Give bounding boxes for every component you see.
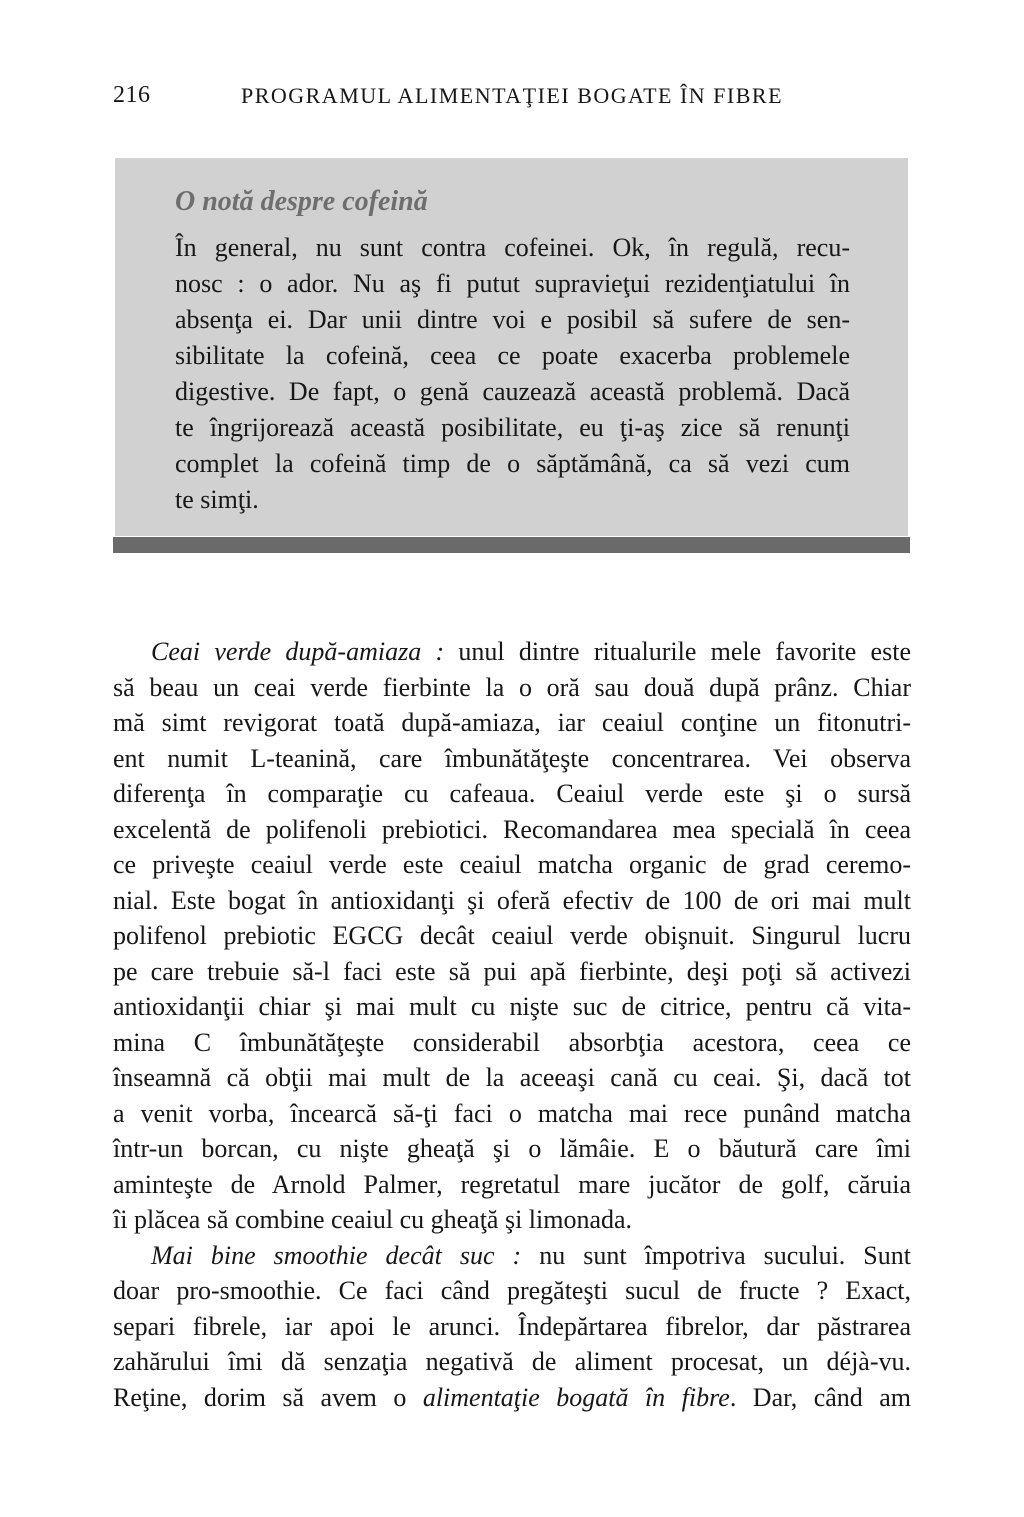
text-segment: nial. Este bogat în antioxidanţi şi oferă efectiv de 100 de ori mai mult bbox=[113, 885, 911, 915]
text-segment: te îngrijorează această posibilitate, eu ţi-aş zice să renunţi bbox=[175, 413, 850, 442]
text-segment: digestive. De fapt, o genă cauzează această problemă. Dacă bbox=[175, 377, 850, 406]
text-segment: În general, nu sunt contra cofeinei. Ok, în regulă, recu- bbox=[175, 233, 850, 262]
note-box-text bbox=[175, 230, 850, 518]
text-line bbox=[175, 338, 850, 374]
text-segment: într-un borcan, cu nişte gheaţă şi o lămâie. E o băutură care îmi bbox=[113, 1134, 911, 1163]
text-segment: unul dintre ritualurile mele favorite este bbox=[458, 637, 911, 666]
text-line bbox=[113, 812, 911, 848]
text-line bbox=[113, 847, 911, 883]
text-segment: ce priveşte ceaiul verde este ceaiul matcha organic de grad ceremo- bbox=[113, 850, 911, 879]
text-segment: mina C îmbunătăţeşte considerabil absorbţia acestora, ceea ce bbox=[113, 1027, 911, 1057]
text-line bbox=[113, 670, 911, 706]
text-line bbox=[113, 1344, 911, 1380]
italic-text-segment: Ceai verde după-amiaza : bbox=[151, 637, 459, 666]
text-line bbox=[113, 989, 911, 1025]
text-segment: înseamnă că obţii mai mult de la aceeaşi cană cu ceai. Şi, dacă tot bbox=[113, 1063, 911, 1092]
italic-text-segment: alimentaţie bogată în fibre bbox=[422, 1382, 730, 1412]
text-line bbox=[113, 1025, 911, 1061]
text-line bbox=[113, 1131, 911, 1167]
text-line bbox=[113, 705, 911, 741]
text-segment: antioxidanţii chiar şi mai mult cu nişte suc de citrice, pentru că vita- bbox=[113, 992, 911, 1021]
text-segment: nosc : o ador. Nu aş fi putut supravieţui rezidenţiatului în bbox=[175, 269, 850, 298]
text-segment: să beau un ceai verde fierbinte la o oră sau două după prânz. Chiar bbox=[113, 672, 911, 702]
text-line bbox=[113, 634, 911, 670]
text-line bbox=[175, 302, 850, 338]
text-line bbox=[113, 883, 911, 919]
text-segment: absenţa ei. Dar unii dintre voi e posibil să sufere de sen- bbox=[175, 305, 850, 334]
paragraph bbox=[113, 1238, 911, 1416]
text-segment: complet la cofeină timp de o săptămână, ca să vezi cum bbox=[175, 449, 850, 478]
text-segment: diferenţa în comparaţie cu cafeaua. Ceaiul verde este şi o sursă bbox=[113, 779, 911, 808]
text-segment: ent numit L-teanină, care îmbunătăţeşte concentrarea. Vei observa bbox=[113, 743, 911, 773]
text-line bbox=[113, 1273, 911, 1309]
text-line bbox=[113, 954, 911, 990]
text-segment: zahărului îmi dă senzaţia negativă de aliment procesat, un déjà-vu. bbox=[113, 1347, 911, 1376]
text-segment: excelentă de polifenoli prebiotici. Recomandarea mea specială în ceea bbox=[113, 814, 911, 844]
text-segment: Reţine, dorim să avem o bbox=[113, 1382, 423, 1412]
text-line bbox=[113, 1202, 911, 1238]
text-segment: doar pro-smoothie. Ce faci când pregăteşti sucul de fructe ? Exact, bbox=[113, 1276, 911, 1305]
text-segment: separi fibrele, iar apoi le arunci. Îndepărtarea fibrelor, dar păstrarea bbox=[113, 1311, 911, 1341]
paragraph bbox=[113, 634, 911, 1238]
text-line bbox=[113, 1167, 911, 1203]
text-segment: polifenol prebiotic EGCG decât ceaiul verde obişnuit. Singurul lucru bbox=[113, 921, 911, 950]
text-segment: . Dar, când am bbox=[729, 1382, 912, 1412]
text-segment: sibilitate la cofeină, ceea ce poate exacerba problemele bbox=[175, 341, 850, 370]
running-head bbox=[0, 82, 1024, 110]
note-box bbox=[115, 158, 908, 536]
text-line bbox=[113, 741, 911, 777]
text-segment: mă simt revigorat toată după-amiaza, iar ceaiul conţine un fitonutri- bbox=[113, 708, 911, 737]
text-line bbox=[113, 1238, 911, 1274]
page-number: 216 bbox=[113, 82, 151, 108]
text-segment: aminteşte de Arnold Palmer, regretatul mare jucător de golf, căruia bbox=[113, 1169, 911, 1199]
text-line bbox=[175, 230, 850, 266]
note-box-heading: O notă despre cofeină bbox=[175, 186, 428, 217]
text-line bbox=[113, 1060, 911, 1096]
text-line bbox=[113, 1380, 911, 1416]
text-line bbox=[175, 266, 850, 302]
text-line bbox=[175, 410, 850, 446]
text-segment: îi plăcea să combine ceaiul cu gheaţă şi limonada. bbox=[113, 1205, 633, 1234]
text-line bbox=[175, 374, 850, 410]
body-text bbox=[113, 634, 911, 1415]
note-box-bottom-bar bbox=[113, 537, 910, 553]
text-line bbox=[175, 446, 850, 482]
page-title: PROGRAMUL ALIMENTAŢIEI BOGATE ÎN FIBRE bbox=[240, 83, 784, 108]
text-line bbox=[113, 1096, 911, 1132]
text-segment: te simţi. bbox=[175, 485, 259, 514]
text-line bbox=[113, 1309, 911, 1345]
italic-text-segment: Mai bine smoothie decât suc : bbox=[151, 1240, 540, 1270]
text-segment: a venit vorba, încearcă să-ţi faci o matcha mai rece punând matcha bbox=[113, 1098, 911, 1128]
text-line bbox=[113, 776, 911, 812]
text-segment: pe care trebuie să-l faci este să pui apă fierbinte, deşi poţi să activezi bbox=[113, 956, 911, 986]
text-line bbox=[113, 918, 911, 954]
text-line bbox=[175, 482, 850, 518]
text-segment: nu sunt împotriva sucului. Sunt bbox=[539, 1240, 911, 1270]
